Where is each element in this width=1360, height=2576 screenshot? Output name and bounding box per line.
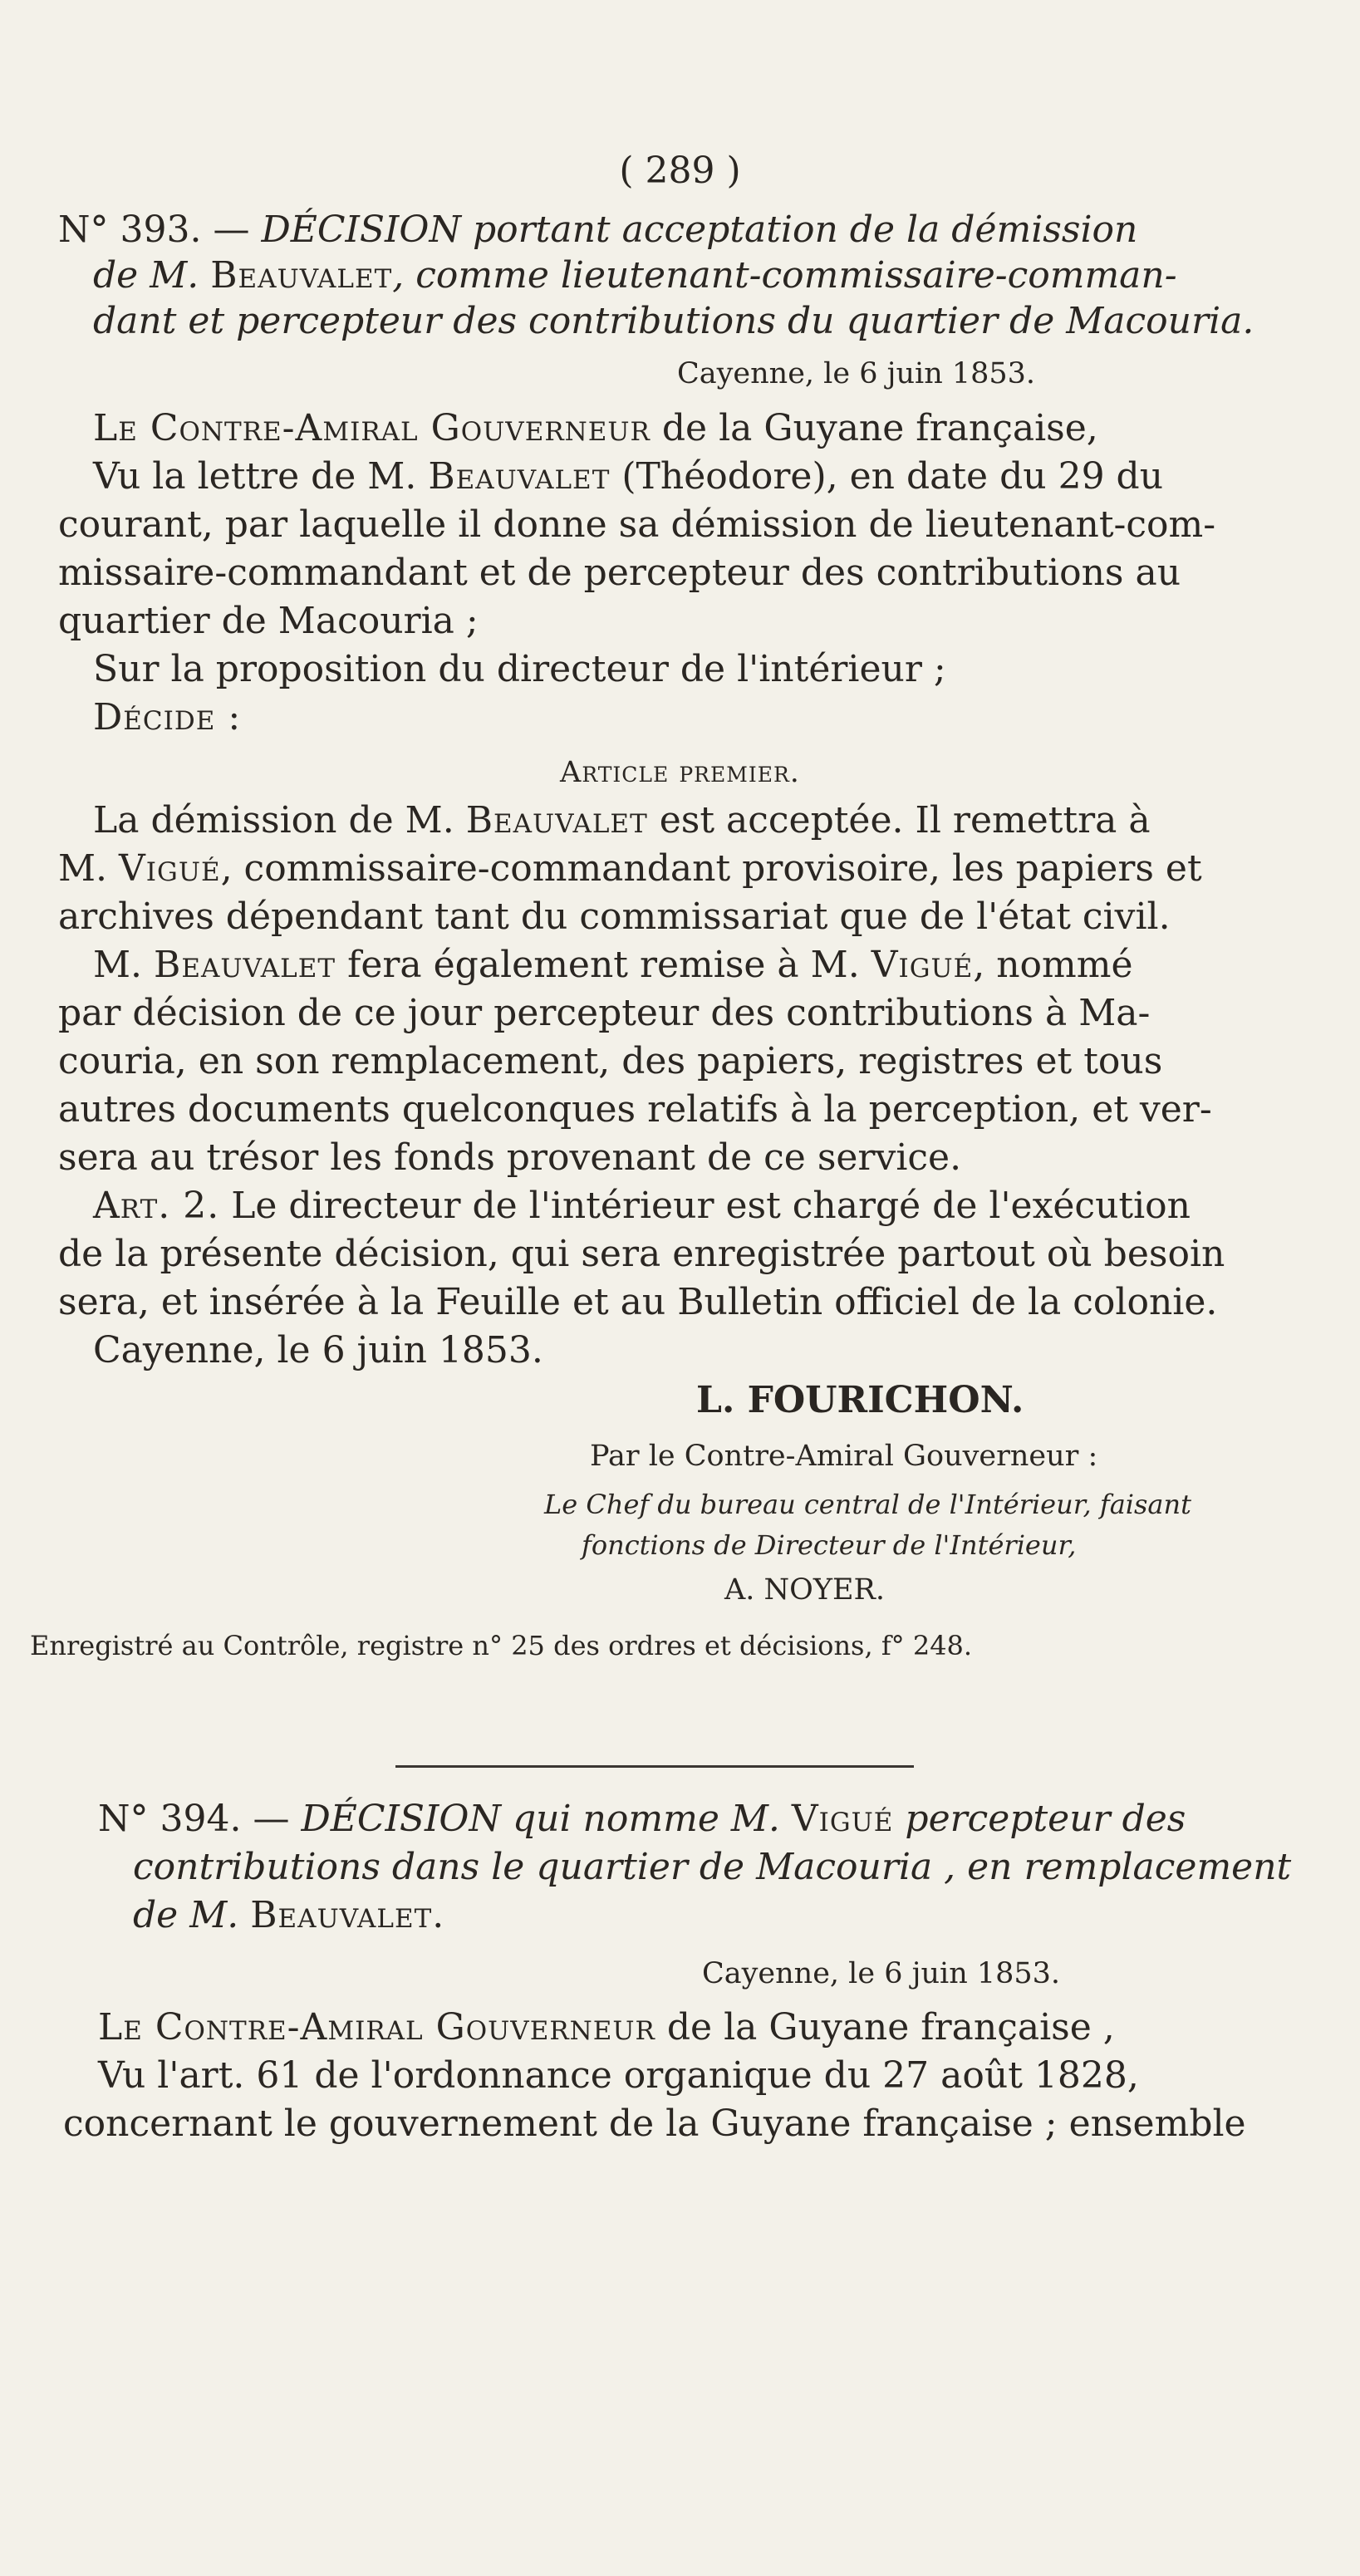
governor-title: Le Contre-Amiral Gouverneur	[98, 2006, 655, 2049]
chef-title-line-2: fonctions de Directeur de l'Intérieur,	[582, 1529, 1077, 1561]
body-line: sera, et insérée à la Feuille et au Bulletin officiel de la colonie.	[58, 1281, 1218, 1323]
body-line	[93, 455, 1339, 498]
countersign-line: Par le Contre-Amiral Gouverneur :	[590, 1440, 1098, 1473]
body-text: , nommé	[973, 944, 1133, 986]
decision-393-title-line-3: dant et percepteur des contributions du quartier de Macouria.	[93, 300, 1254, 342]
body-line: archives dépendant tant du commissariat que de l'état civil.	[58, 895, 1171, 938]
page-number: ( 289 )	[619, 150, 741, 192]
body-line	[93, 799, 1339, 842]
title-text: de M.	[133, 1894, 251, 1936]
body-line	[93, 407, 1339, 450]
name-vigue: Vigué	[119, 847, 221, 890]
body-line	[93, 944, 1339, 987]
body-line: sera au trésor les fonds provenant de ce service.	[58, 1136, 962, 1179]
body-line: Cayenne, le 6 juin 1853.	[93, 1329, 543, 1371]
decision-heading: DÉCISION	[261, 209, 461, 251]
decision-394-title-line-1	[98, 1798, 1344, 1841]
body-line: par décision de ce jour percepteur des contributions à Ma-	[58, 992, 1151, 1034]
decision-393-title-line-2	[93, 254, 1339, 297]
body-text: (Théodore), en date du 29 du	[610, 455, 1164, 498]
body-text: Vu la lettre de M.	[93, 455, 429, 498]
decide-heading: Décide :	[93, 696, 242, 738]
name-beauvalet: Beauvalet	[250, 1894, 433, 1936]
article-heading: Article premier.	[560, 756, 800, 789]
title-text: portant acceptation de la démission	[461, 209, 1138, 251]
title-text: .	[432, 1894, 444, 1936]
title-text: de M.	[93, 254, 211, 297]
name-beauvalet: Beauvalet	[428, 455, 611, 498]
body-text: , commissaire-commandant provisoire, les papiers et	[220, 847, 1202, 890]
name-beauvalet: Beauvalet	[210, 254, 393, 297]
body-line	[58, 847, 1304, 891]
body-line: de la présente décision, qui sera enregistrée partout où besoin	[58, 1233, 1225, 1275]
body-text: M.	[93, 944, 155, 986]
title-text: , comme lieutenant-commissaire-comman-	[392, 254, 1177, 297]
decision-394-title-line-2: contributions dans le quartier de Macouria , en remplacement	[133, 1846, 1292, 1888]
decision-number: N° 394.	[98, 1798, 242, 1840]
place-date: Cayenne, le 6 juin 1853.	[702, 1957, 1061, 1990]
body-line: quartier de Macouria ;	[58, 600, 479, 642]
registration-note: Enregistré au Contrôle, registre n° 25 des ordres et décisions, f° 248.	[30, 1630, 973, 1661]
name-vigue: Vigué	[791, 1798, 894, 1840]
body-line	[93, 1185, 1339, 1228]
section-divider	[395, 1765, 914, 1768]
decision-394-title-line-3	[133, 1894, 1360, 1937]
name-vigue: Vigué	[871, 944, 974, 986]
decision-number: N° 393.	[58, 209, 202, 251]
place-date: Cayenne, le 6 juin 1853.	[677, 357, 1036, 390]
body-text: La démission de M.	[93, 799, 466, 841]
body-line: couria, en son remplacement, des papiers, registres et tous	[58, 1040, 1163, 1082]
body-text: de la Guyane française ,	[655, 2006, 1115, 2049]
title-text: qui nomme M.	[501, 1798, 792, 1840]
governor-title: Le Contre-Amiral Gouverneur	[93, 407, 651, 449]
title-text: percepteur des	[893, 1798, 1186, 1840]
body-text: fera également remise à M.	[336, 944, 871, 986]
body-text: de la Guyane française,	[650, 407, 1098, 449]
signature-noyer: A. NOYER.	[724, 1573, 885, 1607]
body-line	[98, 2006, 1344, 2049]
body-text: Le directeur de l'intérieur est chargé de l'exécution	[219, 1185, 1191, 1227]
name-beauvalet: Beauvalet	[465, 799, 648, 841]
body-line: Sur la proposition du directeur de l'intérieur ;	[93, 648, 946, 690]
chef-title-line-1: Le Chef du bureau central de l'Intérieur, faisant	[544, 1489, 1191, 1520]
body-line: autres documents quelconques relatifs à la perception, et ver-	[58, 1088, 1212, 1131]
body-line: concernant le gouvernement de la Guyane française ; ensemble	[63, 2103, 1246, 2145]
dash: —	[201, 209, 262, 251]
signature-fourichon: L. FOURICHON.	[696, 1379, 1024, 1421]
body-line: Vu l'art. 61 de l'ordonnance organique du 27 août 1828,	[98, 2054, 1139, 2097]
name-beauvalet: Beauvalet	[154, 944, 336, 986]
decision-heading: DÉCISION	[301, 1798, 501, 1840]
body-text: M.	[58, 847, 120, 890]
article-2-label: Art. 2.	[93, 1185, 220, 1227]
body-text: est acceptée. Il remettra à	[647, 799, 1151, 841]
body-line: courant, par laquelle il donne sa démission de lieutenant-com-	[58, 503, 1216, 546]
body-line: missaire-commandant et de percepteur des contributions au	[58, 552, 1181, 594]
dash: —	[241, 1798, 302, 1840]
decision-393-title-line-1	[58, 209, 1304, 252]
